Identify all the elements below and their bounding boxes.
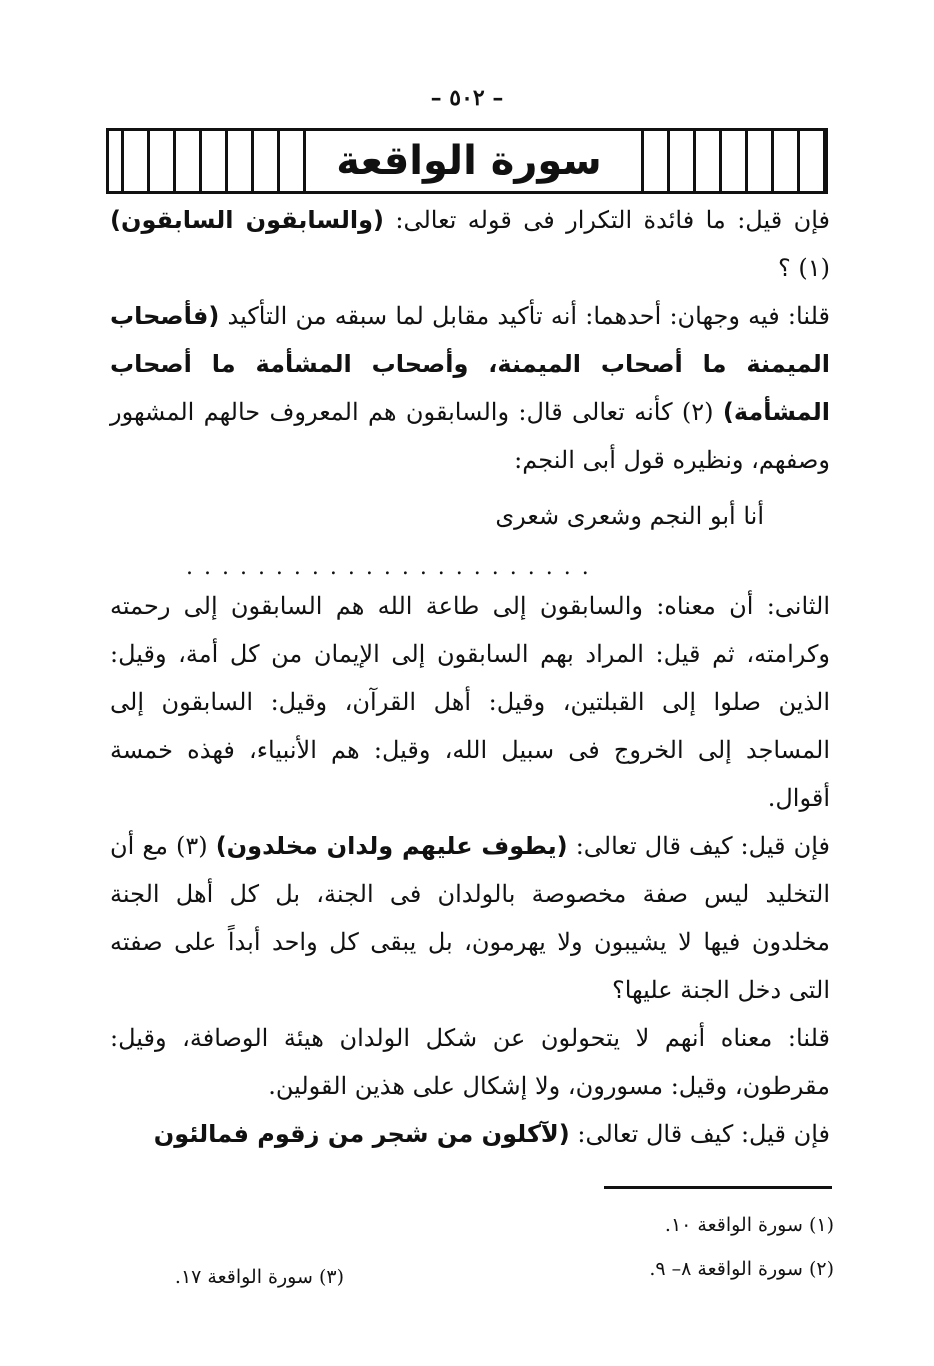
surah-title-banner bbox=[106, 128, 828, 194]
text-block-bottom bbox=[110, 582, 830, 1158]
quranic-quote: (والسابقون السابقون) bbox=[110, 206, 384, 234]
paragraph-text: فإن قيل: ما فائدة التكرار فى قوله تعالى: bbox=[383, 206, 831, 234]
paragraph-text: (٣) مع أن التخليد ليس صفة مخصوصة بالولدان فى الجنة، بل كل أهل الجنة مخلدون فيها لا يشيبون ولا يهرمون، بل يبقى كل واحد أبداً على صفته التى دخل الجنة عليها؟ bbox=[110, 832, 830, 1004]
paragraph bbox=[110, 582, 830, 822]
paragraph-text: فإن قيل: كيف قال تعالى: bbox=[567, 832, 830, 860]
surah-title: سورة الواقعة bbox=[336, 138, 602, 184]
ellipsis-separator: . . . . . . . . . . . . . . . . . . . . . . . bbox=[186, 555, 591, 580]
paragraph-text: فإن قيل: كيف قال تعالى: bbox=[569, 1120, 830, 1148]
paragraph-text: (١) ؟ bbox=[778, 254, 830, 282]
page-number: – ٥٠٢ – bbox=[430, 85, 504, 111]
footnote-3: (٣) سورة الواقعة ١٧. bbox=[174, 1266, 344, 1288]
quranic-quote: (لآكلون من شجر من زقوم فمالئون bbox=[153, 1120, 570, 1148]
paragraph bbox=[110, 1110, 830, 1158]
paragraph-text: (٢) كأنه تعالى قال: والسابقون هم المعروف حالهم المشهور وصفهم، ونظيره قول أبى النجم: bbox=[110, 398, 830, 474]
decorative-hatch-left bbox=[109, 131, 309, 191]
footnote-1: (١) سورة الواقعة ١٠. bbox=[664, 1214, 834, 1236]
footnote-2: (٢) سورة الواقعة ٨– ٩. bbox=[649, 1258, 834, 1280]
paragraph bbox=[110, 196, 830, 292]
paragraph-text: الثانى: أن معناه: والسابقون إلى طاعة الله هم السابقون إلى رحمته وكرامته، ثم قيل: المراد بهم السابقون إلى الإيمان من كل أمة، وقيل: الذين صلوا إلى القبلتين، وقيل: أهل القرآن، وقيل: السابقون إلى المساجد إلى الخروج فى سبيل الله، وقيل: هم الأنبياء، فهذه خمسة أقوال. bbox=[110, 592, 830, 812]
poetry-verse: أنا أبو النجم وشعرى شعرى bbox=[495, 502, 764, 530]
paragraph bbox=[110, 822, 830, 1014]
quranic-quote: (يطوف عليهم ولدان مخلدون) bbox=[215, 832, 568, 860]
quranic-quote: (فأصحاب الميمنة ما أصحاب الميمنة، وأصحاب المشأمة ما أصحاب المشأمة) bbox=[110, 302, 830, 426]
decorative-hatch-right bbox=[629, 131, 825, 191]
paragraph bbox=[110, 1014, 830, 1110]
paragraph bbox=[110, 292, 830, 484]
paragraph-text: قلنا: فيه وجهان: أحدهما: أنه تأكيد مقابل لما سبقه من التأكيد bbox=[219, 302, 830, 330]
paragraph-text: قلنا: معناه أنهم لا يتحولون عن شكل الولدان هيئة الوصافة، وقيل: مقرطون، وقيل: مسورون، ولا إشكال على هذين القولين. bbox=[110, 1024, 830, 1100]
text-block-top bbox=[110, 196, 830, 484]
footnote-separator bbox=[604, 1186, 832, 1189]
